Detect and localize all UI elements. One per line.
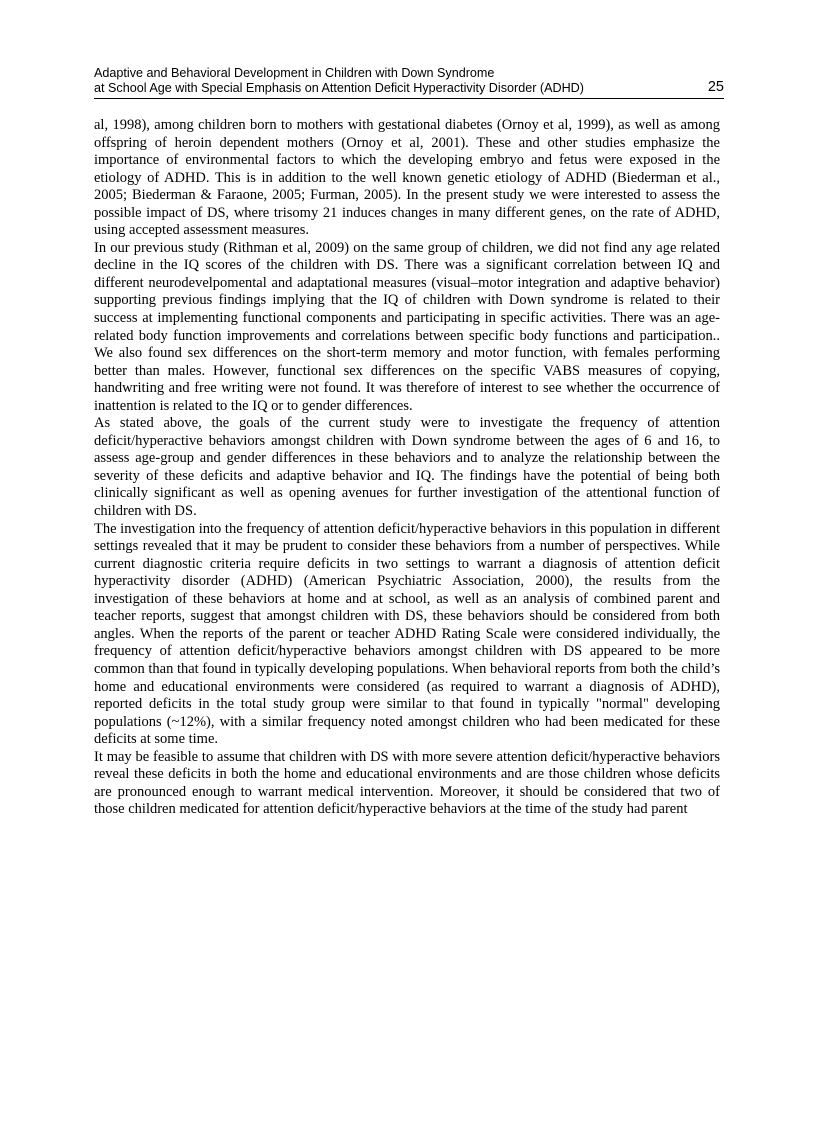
body-paragraph-feasibility: It may be feasible to assume that children with DS with more severe attention deficit/hyperactive behaviors reveal these deficits in both the home and educational environments and are those children whose deficits are pronounced enough to warrant medical intervention. Moreover, it should be considered that two of those children medicated for attention deficit/hyperactive behaviors at the time of the study had parent xyxy=(94,748,720,818)
body-paragraph-investigation: The investigation into the frequency of attention deficit/hyperactive behaviors in this population in different settings revealed that it may be prudent to consider these behaviors from a number of perspectives. While current diagnostic criteria require deficits in two settings to warrant a diagnosis of attention deficit hyperactivity disorder (ADHD) (American Psychiatric Association, 2000), the results from the investigation of these behaviors at home and at school, as well as an analysis of combined parent and teacher reports, suggest that amongst children with DS, these behaviors should be considered from both angles. When the reports of the parent or teacher ADHD Rating Scale were considered individually, the frequency of attention deficit/hyperactive behaviors amongst children with DS appeared to be more common than that found in typically developing populations. When behavioral reports from both the child’s home and educational environments were considered (as required to warrant a diagnosis of ADHD), reported deficits in the total study group were similar to that found in typically "normal" developing populations (~12%), with a similar frequency noted amongst children who had been medicated for these deficits at some time. xyxy=(94,520,720,748)
body-paragraph-continued: al, 1998), among children born to mothers with gestational diabetes (Ornoy et al, 1999), as well as among offspring of heroin dependent mothers (Ornoy et al, 2001). These and other studies emphasize the importance of environmental factors to which the developing embryo and fetus were exposed in the etiology of ADHD. This is in addition to the well known genetic etiology of ADHD (Biederman et al., 2005; Biederman & Faraone, 2005; Furman, 2005). In the present study we were interested to assess the possible impact of DS, where trisomy 21 induces changes in many different genes, on the rate of ADHD, using accepted assessment measures. xyxy=(94,117,720,239)
running-header-title-line-1: Adaptive and Behavioral Development in Children with Down Syndrome xyxy=(94,66,495,80)
body-paragraph-previous-study: In our previous study (Rithman et al, 2009) on the same group of children, we did not find any age related decline in the IQ scores of the children with DS. There was a significant correlation between IQ and different neurodevelpomental and adaptational measures (visual–motor integration and adaptive behavior) supporting previous findings implying that the IQ of children with Down syndrome is related to their success at implementing functional components and participating in specific activities. There was an age-related body function improvements and correlations between specific body functions and participation.. We also found sex differences on the short-term memory and motor function, with females performing better than males. However, functional sex differences on the specific VABS measures of copying, handwriting and free writing were not found. It was therefore of interest to see whether the occurrence of inattention is related to the IQ or to gender differences. xyxy=(94,239,720,414)
running-header-title xyxy=(94,66,684,95)
running-header xyxy=(94,66,724,99)
running-header-title-line-2: at School Age with Special Emphasis on Attention Deficit Hyperactivity Disorder (ADHD) xyxy=(94,80,584,95)
page-number: 25 xyxy=(707,79,724,95)
body-paragraph-study-goals: As stated above, the goals of the current study were to investigate the frequency of attention deficit/hyperactive behaviors amongst children with Down syndrome between the ages of 6 and 16, to assess age-group and gender differences in these behaviors and to analyze the relationship between the severity of these deficits and adaptive behavior and IQ. The findings have the potential of being both clinically significant as well as opening avenues for further investigation of the attentional function of children with DS. xyxy=(94,415,720,520)
article-body xyxy=(94,117,720,819)
